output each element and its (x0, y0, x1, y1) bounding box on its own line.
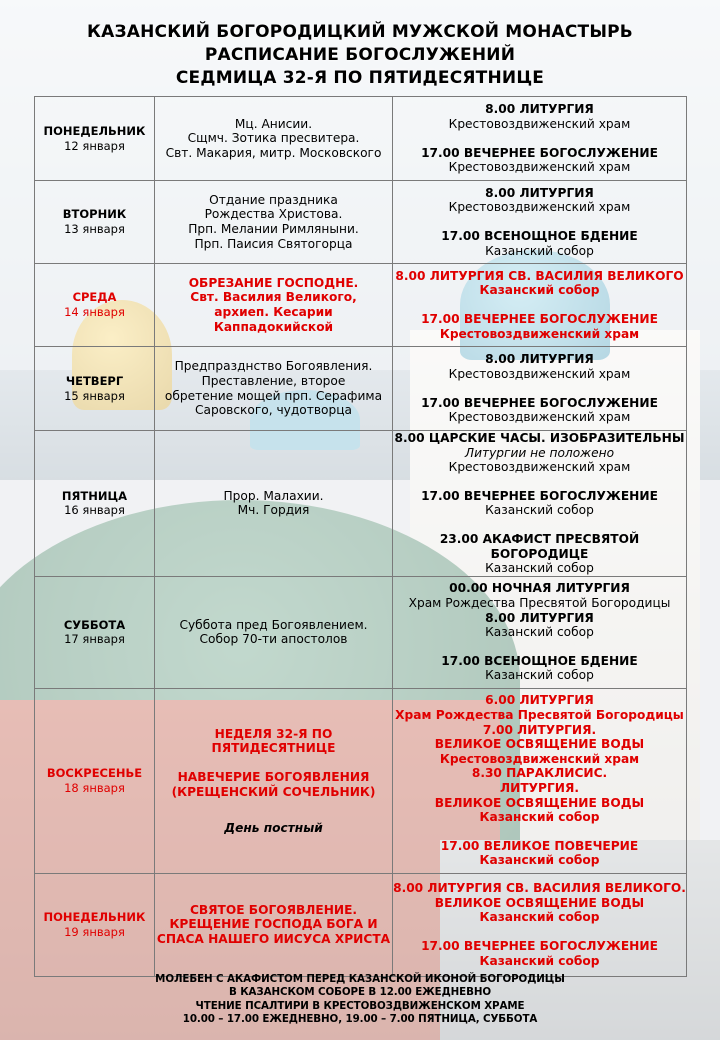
schedule-title: РАСПИСАНИЕ БОГОСЛУЖЕНИЙ (204, 45, 516, 65)
service-place: Крестовоздвиженский храм (448, 366, 631, 381)
monastery-title: КАЗАНСКИЙ БОГОРОДИЦКИЙ МУЖСКОЙ МОНАСТЫРЬ (87, 22, 633, 42)
schedule-table (34, 96, 687, 977)
feast-line: Прор. Малахии. (223, 488, 324, 503)
service-place: Крестовоздвиженский храм (439, 751, 640, 766)
service-title: 17.00 ВЕЧЕРНЕЕ БОГОСЛУЖЕНИЕ (421, 939, 658, 954)
service-place: Крестовоздвиженский храм (448, 160, 631, 175)
page-header (0, 0, 720, 90)
feast-cell (155, 97, 393, 181)
service-title: 6.00 ЛИТУРГИЯ (485, 693, 594, 708)
table-row (35, 347, 687, 431)
service-title: 8.00 ЛИТУРГИЯ (485, 185, 594, 200)
table-row (35, 576, 687, 688)
service-note: Литургии не положено (464, 445, 615, 460)
service-place: Казанский собор (485, 243, 594, 258)
day-name: ЧЕТВЕРГ (65, 373, 124, 388)
day-date: 19 января (64, 924, 125, 939)
service-title: 8.30 ПАРАКЛИСИС. (471, 766, 608, 781)
service-place: Казанский собор (485, 561, 594, 576)
day-date: 14 января (64, 305, 125, 319)
services-cell (393, 97, 687, 181)
services-cell (393, 688, 687, 873)
day-date: 15 января (64, 388, 125, 403)
feast-cell (155, 688, 393, 873)
service-place: Храм Рождества Пресвятой Богородицы (408, 596, 671, 611)
service-title: 8.00 ЛИТУРГИЯ (485, 352, 594, 367)
service-place: Крестовоздвиженский храм (448, 116, 631, 131)
services-cell (393, 181, 687, 264)
service-place: Казанский собор (479, 853, 600, 868)
day-date: 16 января (64, 503, 125, 518)
feast-line: Суббота пред Богоявлением. (179, 617, 368, 632)
service-title: 17.00 ВЕЧЕРНЕЕ БОГОСЛУЖЕНИЕ (421, 488, 658, 503)
services-cell (393, 347, 687, 431)
day-cell (35, 347, 155, 431)
service-place: Крестовоздвиженский храм (439, 326, 640, 341)
table-row (35, 97, 687, 181)
feast-line: Собор 70-ти апостолов (199, 632, 348, 647)
table-row (35, 181, 687, 264)
service-place: Казанский собор (479, 953, 600, 968)
service-title: 23.00 АКАФИСТ ПРЕСВЯТОЙ БОГОРОДИЦЕ (439, 531, 640, 561)
day-cell (35, 431, 155, 577)
service-title: 8.00 ЛИТУРГИЯ СВ. ВАСИЛИЯ ВЕЛИКОГО. (393, 881, 686, 896)
service-title: 17.00 ВЕЧЕРНЕЕ БОГОСЛУЖЕНИЕ (421, 395, 658, 410)
fast-day-note: День постный (224, 821, 323, 836)
feast-cell (155, 873, 393, 976)
feast-line: Мц. Анисии. (234, 116, 313, 131)
footer-line: В КАЗАНСКОМ СОБОРЕ В 12.00 ЕЖЕДНЕВНО (228, 986, 492, 999)
service-title: 8.00 ЛИТУРГИЯ (485, 102, 594, 117)
feast-line: Сщмч. Зотика пресвитера. (187, 131, 360, 146)
service-place: Казанский собор (485, 625, 594, 640)
feast-cell (155, 431, 393, 577)
feast-line: НАВЕЧЕРИЕ БОГОЯВЛЕНИЯ (177, 769, 370, 784)
feast-line: КРЕЩЕНИЕ ГОСПОДА БОГА И (169, 917, 378, 932)
feast-line: Предпразднство Богоявления. (174, 359, 373, 374)
page-footer (0, 973, 720, 1026)
day-name: ПОНЕДЕЛЬНИК (43, 910, 146, 925)
feast-line: архиеп. Кесарии Каппадокийской (213, 305, 334, 334)
day-name: ПЯТНИЦА (61, 488, 128, 503)
day-date: 18 января (64, 780, 125, 795)
feast-line: Прп. Паисия Святогорца (194, 236, 353, 251)
services-cell (393, 576, 687, 688)
feast-line: Рождества Христова. (204, 207, 343, 222)
service-place: Крестовоздвиженский храм (448, 200, 631, 215)
service-title: 8.00 ЛИТУРГИЯ СВ. ВАСИЛИЯ ВЕЛИКОГО (395, 268, 684, 283)
service-title: ВЕЛИКОЕ ОСВЯЩЕНИЕ ВОДЫ (434, 795, 645, 810)
table-row (35, 264, 687, 347)
services-cell (393, 873, 687, 976)
day-name: СУББОТА (63, 617, 126, 632)
feast-cell (155, 576, 393, 688)
service-title: 7.00 ЛИТУРГИЯ. (482, 722, 597, 737)
feast-line: Прп. Мелании Римляныни. (188, 222, 359, 236)
service-title: 17.00 ВСЕНОЩНОЕ БДЕНИЕ (441, 653, 638, 668)
table-row (35, 431, 687, 577)
feast-line: Преставление, второе (201, 373, 346, 388)
service-place: Казанский собор (479, 283, 600, 298)
feast-line: Мч. Гордия (237, 503, 310, 518)
day-cell (35, 181, 155, 264)
service-place: Храм Рождества Пресвятой Богородицы (395, 708, 684, 723)
service-title: 8.00 ЦАРСКИЕ ЧАСЫ. ИЗОБРАЗИТЕЛЬНЫ (394, 431, 685, 445)
service-title: ВЕЛИКОЕ ОСВЯЩЕНИЕ ВОДЫ (434, 737, 645, 752)
service-title: 17.00 ВЕЧЕРНЕЕ БОГОСЛУЖЕНИЕ (421, 145, 658, 160)
feast-line: СПАСА НАШЕГО ИИСУСА ХРИСТА (156, 932, 391, 947)
service-title: 17.00 ВСЕНОЩНОЕ БДЕНИЕ (441, 229, 638, 243)
service-place: Крестовоздвиженский храм (448, 460, 631, 475)
day-cell (35, 688, 155, 873)
service-place: Казанский собор (479, 910, 600, 925)
feast-line: Свт. Василия Великого, (190, 290, 357, 305)
service-title: ЛИТУРГИЯ. (500, 781, 579, 796)
day-cell (35, 97, 155, 181)
day-cell (35, 873, 155, 976)
service-place: Казанский собор (485, 668, 594, 683)
service-place: Крестовоздвиженский храм (448, 410, 631, 425)
day-cell (35, 576, 155, 688)
feast-cell (155, 264, 393, 347)
service-title: 17.00 ВЕЛИКОЕ ПОВЕЧЕРИЕ (440, 838, 639, 853)
feast-line: (КРЕЩЕНСКИЙ СОЧЕЛЬНИК) (171, 784, 376, 799)
feast-line: Свт. Макария, митр. Московского (165, 145, 382, 160)
footer-line: МОЛЕБЕН С АКАФИСТОМ ПЕРЕД КАЗАНСКОЙ ИКОНОЙ БОГОРОДИЦЫ (155, 973, 565, 985)
service-place: Казанский собор (485, 503, 594, 518)
footer-line: 10.00 – 17.00 ЕЖЕДНЕВНО, 19.00 – 7.00 ПЯТНИЦА, СУББОТА (182, 1012, 538, 1025)
feast-line: ОБРЕЗАНИЕ ГОСПОДНЕ. (188, 275, 359, 290)
day-date: 17 января (64, 632, 125, 647)
day-name: ПОНЕДЕЛЬНИК (43, 123, 146, 138)
feast-cell (155, 181, 393, 264)
day-name: ВТОРНИК (62, 207, 127, 222)
table-row (35, 873, 687, 976)
day-date: 12 января (64, 138, 125, 153)
services-cell (393, 431, 687, 577)
footer-line: ЧТЕНИЕ ПСАЛТИРИ В КРЕСТОВОЗДВИЖЕНСКОМ ХРАМЕ (195, 999, 525, 1012)
feast-line: Саровского, чудотворца (194, 403, 352, 418)
service-title: 00.00 НОЧНАЯ ЛИТУРГИЯ (449, 581, 630, 596)
service-place: Казанский собор (479, 810, 600, 825)
day-date: 13 января (64, 222, 125, 236)
feast-line: СВЯТОЕ БОГОЯВЛЕНИЕ. (189, 902, 358, 917)
feast-line: НЕДЕЛЯ 32-Я ПО ПЯТИДЕСЯТНИЦЕ (211, 726, 336, 756)
feast-line: обретение мощей прп. Серафима (164, 388, 383, 403)
day-name: ВОСКРЕСЕНЬЕ (46, 766, 143, 781)
week-title: СЕДМИЦА 32-Я ПО ПЯТИДЕСЯТНИЦЕ (175, 68, 545, 88)
table-row (35, 688, 687, 873)
day-cell (35, 264, 155, 347)
feast-line: Отдание праздника (209, 192, 338, 207)
feast-cell (155, 347, 393, 431)
day-name: СРЕДА (72, 290, 117, 305)
service-title: ВЕЛИКОЕ ОСВЯЩЕНИЕ ВОДЫ (434, 895, 645, 910)
service-title: 8.00 ЛИТУРГИЯ (485, 610, 594, 625)
service-title: 17.00 ВЕЧЕРНЕЕ БОГОСЛУЖЕНИЕ (421, 312, 658, 326)
services-cell (393, 264, 687, 347)
